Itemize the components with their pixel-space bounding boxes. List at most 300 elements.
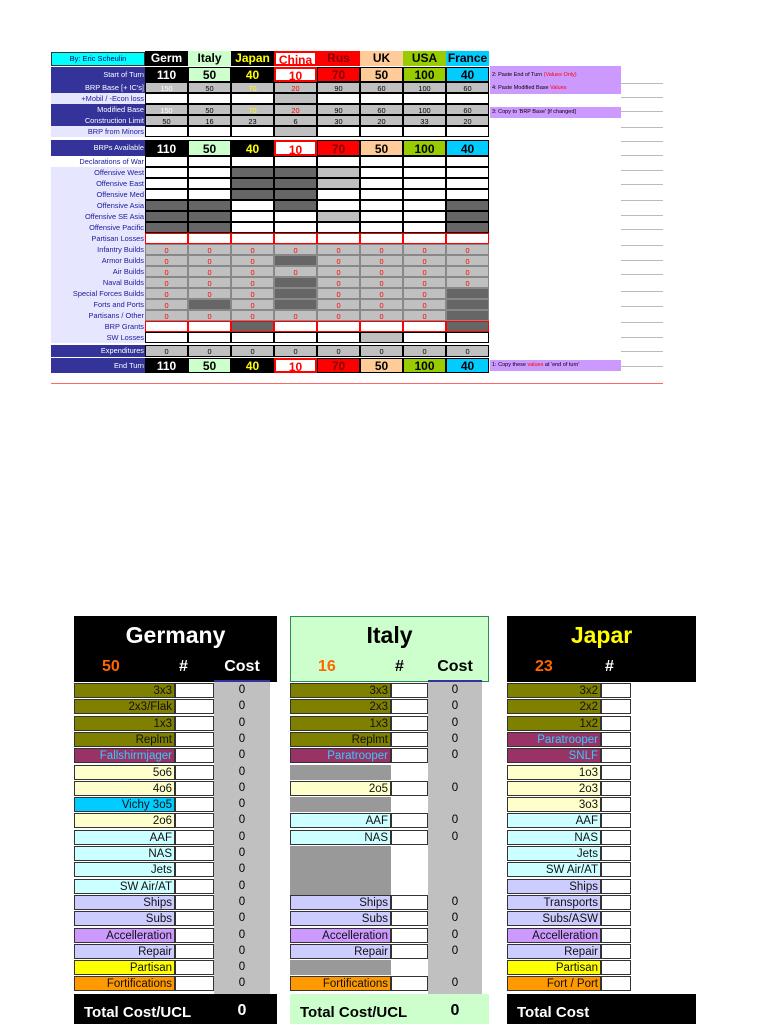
germany-total-label: Total Cost/UCL	[84, 1004, 192, 1021]
offensive-input[interactable]	[403, 167, 446, 178]
germany-unit-1x3: 1x3	[74, 716, 175, 731]
build-cost-cell[interactable]: 0	[145, 310, 188, 321]
build-cost-cell[interactable]: 0	[403, 255, 446, 266]
japan-count-input[interactable]	[601, 944, 631, 959]
build-cost-cell[interactable]: 0	[231, 299, 274, 310]
japan-count-input[interactable]	[601, 716, 631, 731]
grid-line	[621, 245, 663, 246]
offensive-input[interactable]	[446, 200, 489, 211]
offensive-input[interactable]	[360, 200, 403, 211]
brps-available-value: 70	[317, 140, 360, 156]
end-turn-value: 10	[274, 358, 317, 373]
start-of-turn-value: 50	[360, 67, 403, 82]
japan-count-input[interactable]	[601, 699, 631, 714]
partisan-loss-input[interactable]	[231, 233, 274, 244]
partisan-loss-input[interactable]	[446, 233, 489, 244]
offensive-input[interactable]	[188, 222, 231, 233]
germany-count-input[interactable]	[175, 960, 214, 975]
brp-minors-input[interactable]	[145, 126, 188, 137]
offensive-input[interactable]	[145, 167, 188, 178]
germany-unit-3x3: 3x3	[74, 683, 175, 698]
build-cost-cell[interactable]	[188, 299, 231, 310]
offensive-input[interactable]	[274, 211, 317, 222]
germany-count-input[interactable]	[175, 813, 214, 828]
build-cost-cell[interactable]	[274, 288, 317, 299]
japan-unit-paratrooper: Paratrooper	[507, 732, 601, 747]
build-cost-cell[interactable]	[274, 299, 317, 310]
build-cost-cell[interactable]: 0	[231, 288, 274, 299]
italy-unit-2x3: 2x3	[290, 699, 391, 714]
italy-count-input[interactable]	[391, 911, 428, 926]
build-cost-cell[interactable]: 0	[317, 288, 360, 299]
germany-count-input[interactable]	[175, 846, 214, 861]
japan-count-input[interactable]	[601, 781, 631, 796]
brp-grant-input[interactable]	[274, 321, 317, 332]
build-cost-cell[interactable]: 0	[446, 255, 489, 266]
germany-count-input[interactable]	[175, 732, 214, 747]
offensive-input[interactable]	[360, 211, 403, 222]
build-cost-cell[interactable]: 0	[231, 310, 274, 321]
japan-count-input[interactable]	[601, 830, 631, 845]
row-label: Modified Base	[51, 104, 145, 115]
note-text: 4: Paste Modified Base	[492, 85, 551, 91]
build-cost-cell[interactable]: 0	[231, 244, 274, 255]
italy-count-input[interactable]	[391, 683, 428, 698]
offensive-input[interactable]	[231, 178, 274, 189]
offensive-input[interactable]	[231, 222, 274, 233]
build-cost-cell[interactable]	[446, 288, 489, 299]
italy-cost-value: 0	[451, 912, 459, 925]
brp-base-input[interactable]: 60	[360, 82, 403, 93]
germany-count-input[interactable]	[175, 911, 214, 926]
brp-minors-input[interactable]	[446, 126, 489, 137]
italy-count-input[interactable]	[391, 830, 428, 845]
germany-unit-replmt: Replmt	[74, 732, 175, 747]
offensive-input[interactable]	[317, 167, 360, 178]
offensive-input[interactable]	[403, 200, 446, 211]
germany-cost-value: 0	[238, 895, 246, 908]
sw-loss-input[interactable]	[188, 332, 231, 343]
row-label: Offensive SE Asia	[51, 211, 145, 222]
construction-limit-value: 20	[360, 115, 403, 126]
offensive-input[interactable]	[317, 222, 360, 233]
mobil-input[interactable]	[188, 93, 231, 104]
end-turn-value: 100	[403, 358, 446, 373]
build-cost-cell[interactable]: 0	[446, 244, 489, 255]
build-cost-cell[interactable]: 0	[403, 277, 446, 288]
germany-count-input[interactable]	[175, 765, 214, 780]
italy-count-input[interactable]	[391, 781, 428, 796]
offensive-input[interactable]	[231, 189, 274, 200]
brp-grant-input[interactable]	[188, 321, 231, 332]
japan-unit-sw-air-at: SW Air/AT	[507, 862, 601, 877]
italy-count-input[interactable]	[391, 732, 428, 747]
italy-disabled-block	[290, 846, 391, 895]
country-header-rus: Rus	[317, 51, 360, 66]
sw-loss-input[interactable]	[446, 332, 489, 343]
japan-count-input[interactable]	[601, 748, 631, 763]
italy-count-input[interactable]	[391, 716, 428, 731]
build-cost-cell[interactable]: 0	[145, 288, 188, 299]
brp-base-input[interactable]: 20	[274, 82, 317, 93]
japan-unit-3o3: 3o3	[507, 797, 601, 812]
grid-line	[621, 215, 663, 216]
build-cost-cell[interactable]: 0	[360, 277, 403, 288]
offensive-input[interactable]	[446, 211, 489, 222]
expenditure-value: 0	[446, 345, 489, 357]
offensive-input[interactable]	[446, 222, 489, 233]
germany-limit: 50	[102, 658, 120, 675]
row-label: +Mobil / -Econ loss	[51, 93, 145, 104]
offensive-input[interactable]	[446, 178, 489, 189]
germany-count-input[interactable]	[175, 716, 214, 731]
build-cost-cell[interactable]: 0	[360, 299, 403, 310]
japan-count-input[interactable]	[601, 683, 631, 698]
brp-grant-input[interactable]	[317, 321, 360, 332]
grid-line	[621, 274, 663, 275]
sw-loss-input[interactable]	[317, 332, 360, 343]
row-label: Offensive Pacific	[51, 222, 145, 233]
end-turn-value: 110	[145, 358, 188, 373]
country-header-germ: Germ	[145, 51, 188, 66]
germany-unit-ships: Ships	[74, 895, 175, 910]
offensive-input[interactable]	[446, 189, 489, 200]
grid-line	[621, 155, 663, 156]
offensive-input[interactable]	[360, 178, 403, 189]
build-cost-cell[interactable]: 0	[145, 299, 188, 310]
germany-count-input[interactable]	[175, 879, 214, 894]
japan-count-input[interactable]	[601, 765, 631, 780]
start-of-turn-value: 70	[317, 67, 360, 82]
offensive-input[interactable]	[231, 211, 274, 222]
grid-line	[621, 229, 663, 230]
modified-base-value: 90	[317, 104, 360, 115]
sw-loss-input[interactable]	[231, 332, 274, 343]
germany-hash-label: #	[179, 658, 188, 675]
grid-line	[621, 291, 663, 292]
note-paste-end	[490, 70, 621, 81]
offensive-input[interactable]	[274, 189, 317, 200]
brp-minors-input[interactable]	[231, 126, 274, 137]
build-cost-cell[interactable]: 0	[360, 255, 403, 266]
germany-count-input[interactable]	[175, 797, 214, 812]
offensive-input[interactable]	[188, 189, 231, 200]
start-of-turn-value: 50	[188, 67, 231, 82]
build-cost-cell[interactable]: 0	[145, 277, 188, 288]
build-cost-cell[interactable]: 0	[145, 244, 188, 255]
build-cost-cell[interactable]: 0	[360, 288, 403, 299]
partisan-loss-input[interactable]	[403, 233, 446, 244]
country-header-usa: USA	[403, 51, 446, 66]
brp-minors-input[interactable]	[274, 126, 317, 137]
offensive-input[interactable]	[360, 189, 403, 200]
germany-cost-value: 0	[238, 961, 246, 974]
declaration-input[interactable]	[231, 156, 274, 167]
italy-cost-value: 0	[451, 928, 459, 941]
offensive-input[interactable]	[317, 178, 360, 189]
offensive-input[interactable]	[274, 222, 317, 233]
brp-base-input[interactable]: 90	[317, 82, 360, 93]
brp-base-input[interactable]: 150	[145, 82, 188, 93]
build-cost-cell[interactable]: 0	[188, 288, 231, 299]
declaration-input[interactable]	[145, 156, 188, 167]
build-cost-cell[interactable]: 0	[274, 244, 317, 255]
japan-unit-snlf: SNLF	[507, 748, 601, 763]
grid-line	[621, 200, 663, 201]
partisan-loss-input[interactable]	[317, 233, 360, 244]
mobil-input[interactable]	[274, 93, 317, 104]
offensive-input[interactable]	[403, 222, 446, 233]
brp-base-input[interactable]: 50	[188, 82, 231, 93]
italy-count-input[interactable]	[391, 928, 428, 943]
germany-count-input[interactable]	[175, 928, 214, 943]
japan-count-input[interactable]	[601, 797, 631, 812]
italy-count-input[interactable]	[391, 813, 428, 828]
italy-unit-blank	[290, 765, 391, 780]
germany-cost-value: 0	[238, 879, 246, 892]
build-cost-cell[interactable]: 0	[317, 266, 360, 277]
germany-count-input[interactable]	[175, 830, 214, 845]
build-cost-cell[interactable]: 0	[317, 277, 360, 288]
country-header-uk: UK	[360, 51, 403, 66]
offensive-input[interactable]	[274, 178, 317, 189]
build-cost-cell[interactable]: 0	[403, 310, 446, 321]
japan-count-input[interactable]	[601, 895, 631, 910]
italy-unit-aaf: AAF	[290, 813, 391, 828]
germany-cost-value: 0	[238, 928, 246, 941]
declaration-input[interactable]	[360, 156, 403, 167]
expenditure-value: 0	[360, 345, 403, 357]
build-cost-cell[interactable]: 0	[403, 288, 446, 299]
italy-count-input[interactable]	[391, 944, 428, 959]
sw-loss-input[interactable]	[360, 332, 403, 343]
offensive-input[interactable]	[145, 189, 188, 200]
partisan-loss-input[interactable]	[145, 233, 188, 244]
build-cost-cell[interactable]: 0	[446, 266, 489, 277]
build-cost-cell[interactable]: 0	[317, 310, 360, 321]
offensive-input[interactable]	[317, 211, 360, 222]
germany-total-value: 0	[237, 1002, 247, 1019]
germany-count-input[interactable]	[175, 862, 214, 877]
japan-count-input[interactable]	[601, 911, 631, 926]
germany-unit-partisan: Partisan	[74, 960, 175, 975]
offensive-input[interactable]	[360, 222, 403, 233]
italy-count-input[interactable]	[391, 976, 428, 991]
brp-minors-input[interactable]	[188, 126, 231, 137]
brp-minors-input[interactable]	[360, 126, 403, 137]
germany-count-input[interactable]	[175, 944, 214, 959]
offensive-input[interactable]	[317, 189, 360, 200]
start-of-turn-value: 110	[145, 67, 188, 82]
brp-grant-input[interactable]	[360, 321, 403, 332]
germany-count-input[interactable]	[175, 781, 214, 796]
partisan-loss-input[interactable]	[274, 233, 317, 244]
note-text: 1: Copy these	[492, 362, 528, 368]
modified-base-value: 20	[274, 104, 317, 115]
build-cost-cell[interactable]: 0	[360, 310, 403, 321]
build-cost-cell[interactable]: 0	[403, 244, 446, 255]
offensive-input[interactable]	[446, 167, 489, 178]
declaration-input[interactable]	[274, 156, 317, 167]
brp-base-input[interactable]: 70	[231, 82, 274, 93]
germany-unit-fortifications: Fortifications	[74, 976, 175, 991]
germany-cost-value: 0	[238, 765, 246, 778]
mobil-input[interactable]	[403, 93, 446, 104]
sw-loss-input[interactable]	[274, 332, 317, 343]
build-cost-cell[interactable]: 0	[403, 266, 446, 277]
country-header-france: France	[447, 51, 488, 65]
germany-count-input[interactable]	[175, 895, 214, 910]
row-label: Partisans / Other	[51, 310, 145, 321]
build-cost-cell[interactable]: 0	[317, 299, 360, 310]
modified-base-value: 50	[188, 104, 231, 115]
build-cost-cell[interactable]: 0	[145, 255, 188, 266]
offensive-input[interactable]	[145, 222, 188, 233]
japan-count-input[interactable]	[601, 732, 631, 747]
build-cost-cell[interactable]: 0	[188, 277, 231, 288]
japan-unit-subs-asw: Subs/ASW	[507, 911, 601, 926]
modified-base-value: 70	[231, 104, 274, 115]
italy-count-input[interactable]	[391, 699, 428, 714]
italy-hash-label: #	[395, 658, 404, 675]
japan-title: Japar	[570, 622, 633, 648]
expenditure-value: 0	[274, 345, 317, 357]
offensive-input[interactable]	[231, 167, 274, 178]
italy-count-input[interactable]	[391, 748, 428, 763]
build-cost-cell[interactable]: 0	[188, 310, 231, 321]
build-cost-cell[interactable]: 0	[317, 244, 360, 255]
offensive-input[interactable]	[188, 200, 231, 211]
germany-unit-jets: Jets	[74, 862, 175, 877]
build-cost-cell[interactable]: 0	[145, 266, 188, 277]
grid-line	[621, 322, 663, 323]
mobil-input[interactable]	[317, 93, 360, 104]
japan-unit-1o3: 1o3	[507, 765, 601, 780]
construction-limit-value: 20	[446, 115, 489, 126]
build-cost-cell[interactable]: 0	[446, 277, 489, 288]
italy-unit-accelleration: Accelleration	[290, 928, 391, 943]
japan-count-input[interactable]	[601, 976, 631, 991]
brp-grant-input[interactable]	[145, 321, 188, 332]
japan-count-input[interactable]	[601, 846, 631, 861]
build-cost-cell[interactable]: 0	[231, 255, 274, 266]
mobil-input[interactable]	[231, 93, 274, 104]
germany-count-input[interactable]	[175, 748, 214, 763]
germany-count-input[interactable]	[175, 699, 214, 714]
row-label: Armor Builds	[51, 255, 145, 266]
grid-line	[621, 306, 663, 307]
build-cost-cell[interactable]: 0	[360, 244, 403, 255]
offensive-input[interactable]	[231, 200, 274, 211]
offensive-input[interactable]	[360, 167, 403, 178]
germany-title: Germany	[125, 622, 226, 648]
mobil-input[interactable]	[360, 93, 403, 104]
partisan-loss-input[interactable]	[360, 233, 403, 244]
construction-limit-value: 6	[274, 115, 317, 126]
declaration-input[interactable]	[446, 156, 489, 167]
build-cost-cell[interactable]: 0	[274, 310, 317, 321]
build-cost-cell[interactable]: 0	[360, 266, 403, 277]
brp-grant-input[interactable]	[231, 321, 274, 332]
germany-count-input[interactable]	[175, 683, 214, 698]
offensive-input[interactable]	[145, 211, 188, 222]
build-cost-cell[interactable]: 0	[231, 277, 274, 288]
start-of-turn-value: 10	[274, 67, 317, 82]
grid-line	[621, 366, 663, 367]
end-turn-value: 40	[231, 358, 274, 373]
build-cost-cell[interactable]	[446, 299, 489, 310]
japan-count-input[interactable]	[601, 862, 631, 877]
sw-loss-input[interactable]	[145, 332, 188, 343]
offensive-input[interactable]	[317, 200, 360, 211]
germany-unit-aaf: AAF	[74, 830, 175, 845]
build-cost-cell[interactable]: 0	[317, 255, 360, 266]
japan-count-input[interactable]	[601, 813, 631, 828]
offensive-input[interactable]	[145, 200, 188, 211]
brp-base-input[interactable]: 100	[403, 82, 446, 93]
offensive-input[interactable]	[145, 178, 188, 189]
expenditure-value: 0	[231, 345, 274, 357]
italy-unit-1x3: 1x3	[290, 716, 391, 731]
build-cost-cell[interactable]: 0	[188, 255, 231, 266]
japan-unit-ships: Ships	[507, 879, 601, 894]
offensive-input[interactable]	[403, 189, 446, 200]
japan-hash-label: #	[605, 658, 614, 675]
end-turn-value: 70	[317, 358, 360, 373]
germany-unit-5o6: 5o6	[74, 765, 175, 780]
brp-minors-input[interactable]	[403, 126, 446, 137]
japan-unit-partisan: Partisan	[507, 960, 601, 975]
declaration-input[interactable]	[403, 156, 446, 167]
italy-count-input[interactable]	[391, 895, 428, 910]
partisan-loss-input[interactable]	[188, 233, 231, 244]
brp-base-input[interactable]: 60	[446, 82, 489, 93]
row-label: Declarations of War	[79, 157, 144, 166]
build-cost-cell[interactable]: 0	[274, 266, 317, 277]
italy-cost-value: 0	[451, 977, 459, 990]
offensive-input[interactable]	[403, 178, 446, 189]
offensive-input[interactable]	[274, 167, 317, 178]
build-cost-cell[interactable]: 0	[403, 299, 446, 310]
build-cost-cell[interactable]: 0	[188, 266, 231, 277]
japan-count-input[interactable]	[601, 928, 631, 943]
declaration-input[interactable]	[317, 156, 360, 167]
japan-count-input[interactable]	[601, 960, 631, 975]
offensive-input[interactable]	[188, 167, 231, 178]
offensive-input[interactable]	[188, 178, 231, 189]
mobil-input[interactable]	[145, 93, 188, 104]
build-cost-cell[interactable]: 0	[231, 266, 274, 277]
offensive-input[interactable]	[403, 211, 446, 222]
offensive-input[interactable]	[188, 211, 231, 222]
mobil-input[interactable]	[446, 93, 489, 104]
brp-grant-input[interactable]	[403, 321, 446, 332]
japan-count-input[interactable]	[601, 879, 631, 894]
sw-loss-input[interactable]	[403, 332, 446, 343]
build-cost-cell[interactable]: 0	[188, 244, 231, 255]
brp-grant-input[interactable]	[446, 321, 489, 332]
note-copy-values	[490, 360, 621, 371]
declaration-input[interactable]	[188, 156, 231, 167]
row-label: Forts and Ports	[51, 299, 145, 310]
build-cost-cell[interactable]	[274, 277, 317, 288]
brp-minors-input[interactable]	[317, 126, 360, 137]
offensive-input[interactable]	[274, 200, 317, 211]
build-cost-cell[interactable]	[446, 310, 489, 321]
germany-count-input[interactable]	[175, 976, 214, 991]
italy-unit-subs: Subs	[290, 911, 391, 926]
build-cost-cell[interactable]	[274, 255, 317, 266]
